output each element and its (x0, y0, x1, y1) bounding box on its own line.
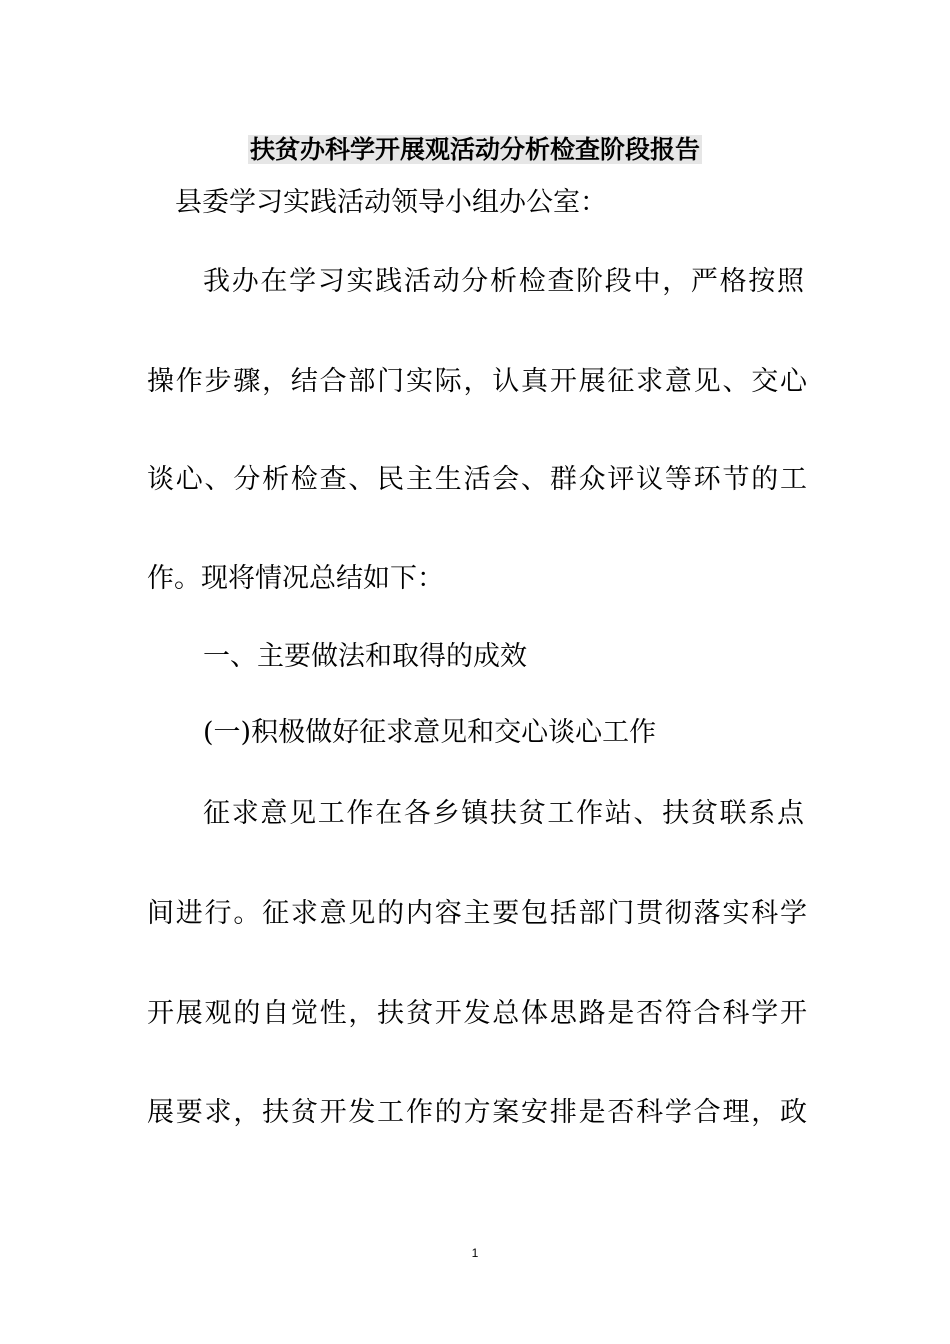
page-number: 1 (471, 1246, 479, 1260)
paragraph-line: 开展观的自觉性，扶贫开发总体思路是否符合科学开 (147, 998, 807, 1029)
subsection-heading: (一)积极做好征求意见和交心谈心工作 (203, 717, 657, 748)
paragraph-line: 我办在学习实践活动分析检查阶段中，严格按照 (203, 266, 804, 297)
section-heading: 一、主要做法和取得的成效 (203, 641, 527, 672)
document-title-text: 扶贫办科学开展观活动分析检查阶段报告 (249, 135, 700, 164)
paragraph-line: 间进行。征求意见的内容主要包括部门贯彻落实科学 (147, 898, 807, 929)
paragraph-line: 作。现将情况总结如下： (147, 563, 444, 594)
paragraph-line: 操作步骤，结合部门实际，认真开展征求意见、交心 (147, 366, 807, 397)
document-title (0, 131, 950, 169)
paragraph-line: 谈心、分析检查、民主生活会、群众评议等环节的工 (147, 464, 807, 495)
paragraph-line: 展要求，扶贫开发工作的方案安排是否科学合理，政 (147, 1097, 807, 1128)
paragraph-line: 征求意见工作在各乡镇扶贫工作站、扶贫联系点 (203, 798, 804, 829)
salutation: 县委学习实践活动领导小组办公室： (175, 187, 607, 218)
